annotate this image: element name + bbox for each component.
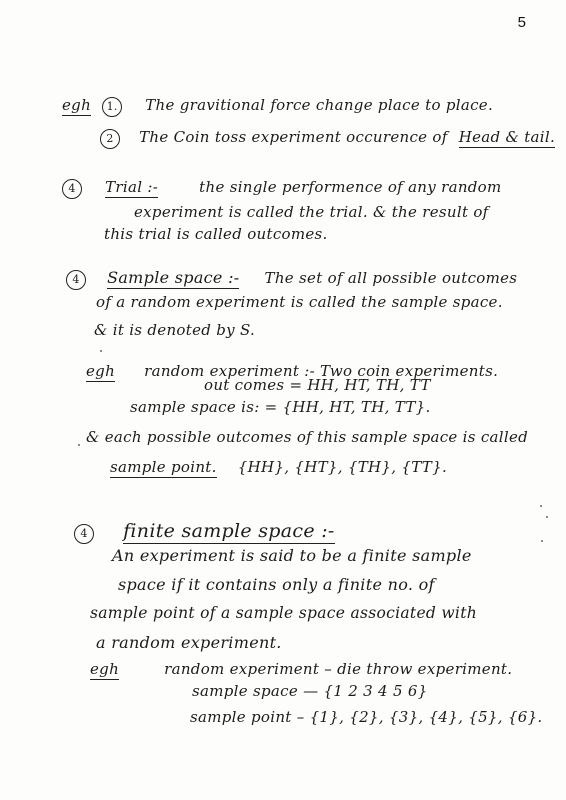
line-18: a random experiment. (96, 633, 282, 652)
line-2 (100, 128, 555, 149)
term-label: Trial :- (105, 178, 159, 196)
eg-tag: egh (90, 660, 120, 678)
section-heading: finite sample space :- (123, 520, 335, 542)
scan-speck (541, 540, 543, 542)
line-text: random experiment – die throw experiment. (164, 660, 513, 678)
line-text: The set of all possible outcomes (264, 269, 518, 287)
line-text: The Coin toss experiment occurence of (139, 128, 448, 146)
eg-tag: egh (62, 96, 92, 114)
line-7: of a random experiment is called the sample space. (96, 293, 503, 311)
term-label: Sample space :- (107, 268, 240, 287)
line-12: & each possible outcomes of this sample space is called (86, 428, 529, 446)
line-5: this trial is called outcomes. (104, 225, 328, 243)
line-21: sample point – {1}, {2}, {3}, {4}, {5}, {6}. (190, 708, 543, 726)
item-number: 4 (74, 524, 94, 544)
line-text: {HH}, {HT}, {TH}, {TT}. (237, 458, 448, 476)
item-number: 4 (66, 270, 86, 290)
line-6 (66, 268, 517, 290)
line-14 (74, 520, 335, 544)
item-number: 2 (100, 129, 120, 149)
item-number: 4 (62, 179, 82, 199)
line-3 (62, 178, 502, 199)
line-15: An experiment is said to be a finite sample (112, 546, 472, 565)
scan-speck (100, 350, 102, 352)
term-label: sample point. (110, 458, 217, 476)
line-text: the single performence of any random (199, 178, 502, 196)
line-1 (62, 96, 493, 117)
line-8: & it is denoted by S. (94, 321, 256, 339)
line-text: random experiment :- Two coin experiments. (144, 362, 499, 380)
line-10: out comes = HH, HT, TH, TT (204, 376, 431, 394)
line-20: sample space — {1 2 3 4 5 6} (192, 682, 428, 700)
line-13 (110, 458, 447, 476)
eg-tag: egh (86, 362, 116, 380)
line-16: space if it contains only a finite no. of (118, 575, 435, 594)
line-11: sample space is: = {HH, HT, TH, TT}. (130, 398, 431, 416)
line-17: sample point of a sample space associated with (90, 604, 478, 622)
line-text: The gravitional force change place to place. (145, 96, 494, 114)
scan-speck (546, 516, 548, 518)
line-text-underlined: Head & tail. (458, 128, 556, 146)
item-number: 1. (102, 97, 122, 117)
line-4: experiment is called the trial. & the result of (134, 203, 489, 221)
scan-speck (78, 444, 80, 446)
page-number: 5 (517, 14, 526, 31)
line-19 (90, 660, 512, 678)
scan-speck (540, 505, 542, 507)
